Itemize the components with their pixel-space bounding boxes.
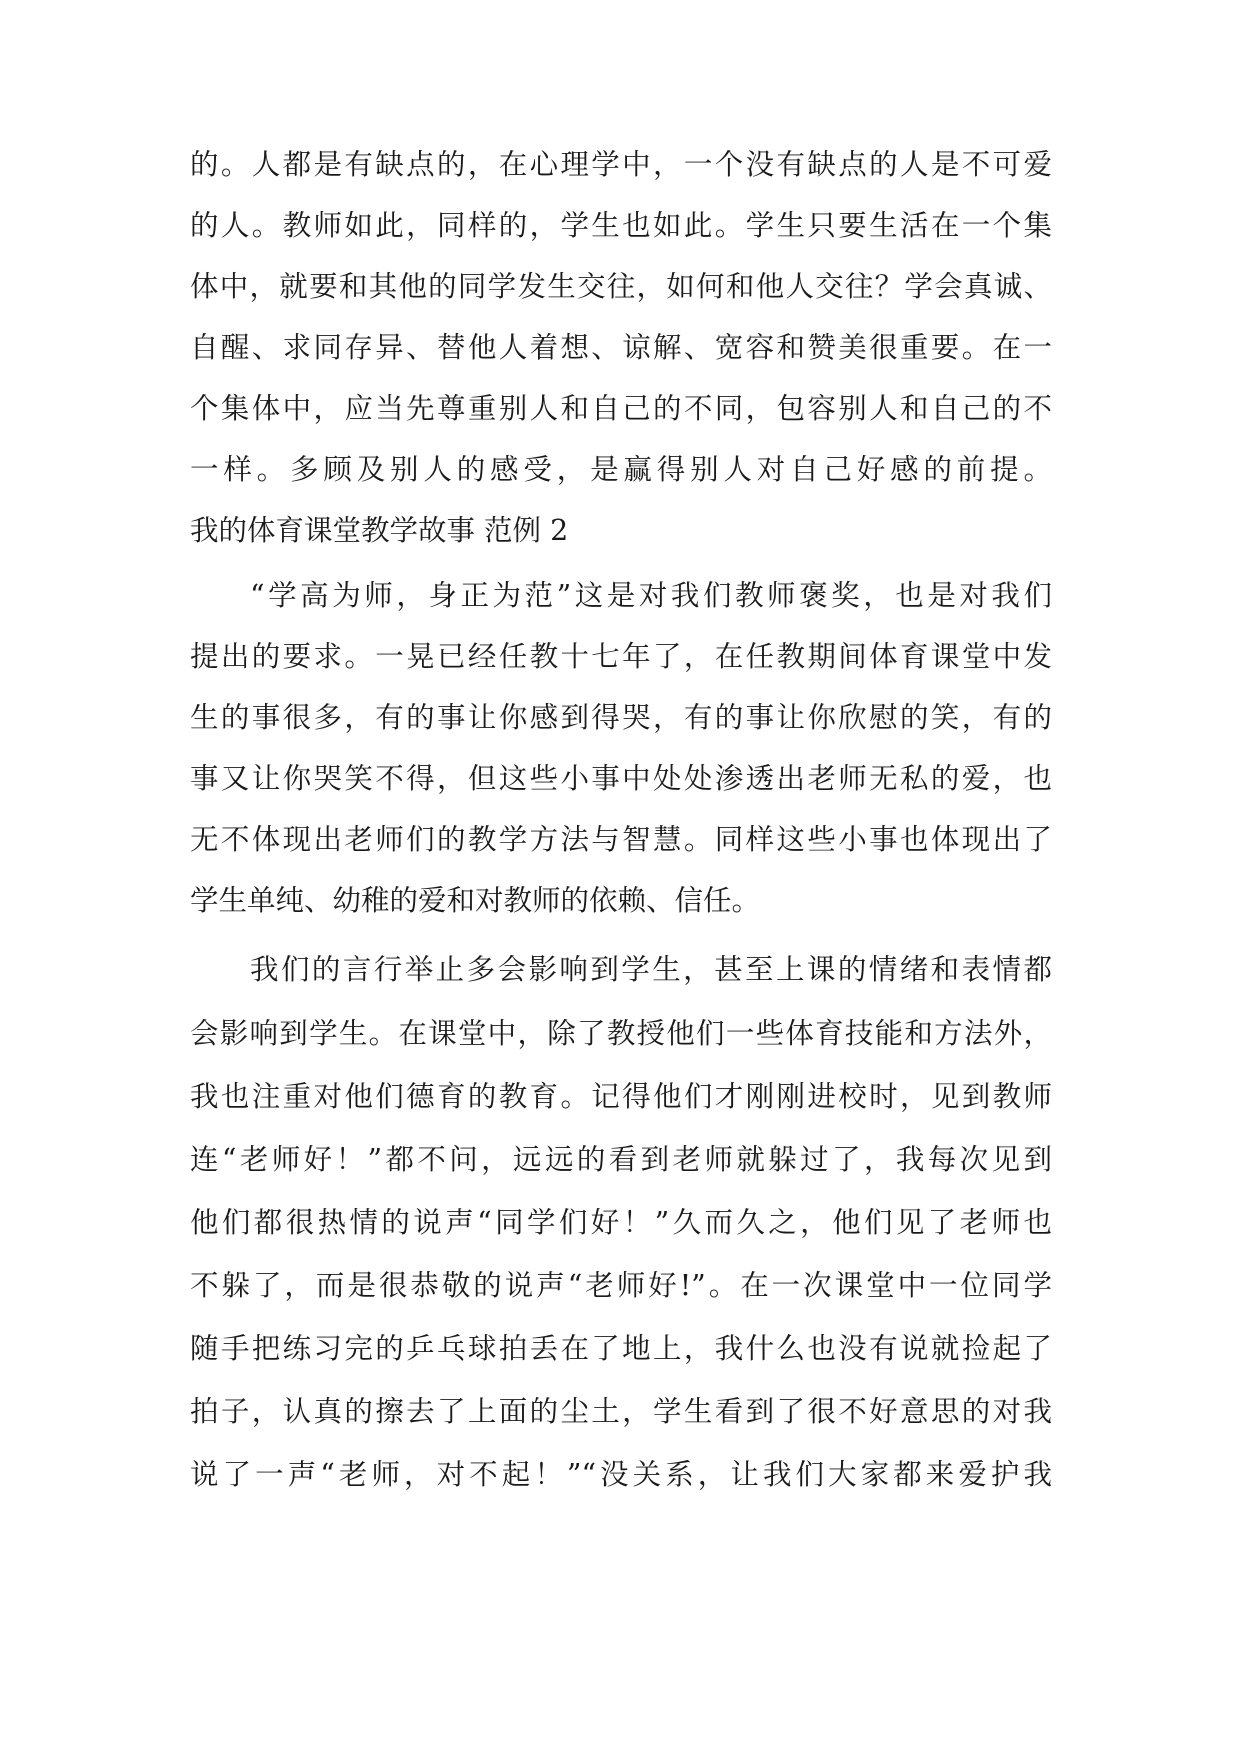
paragraph1-line: 体中，就要和其他的同学发生交往，如何和他人交往？学会真诚、 — [190, 270, 1052, 303]
paragraph2-line: 学生单纯、幼稚的爱和对教师的依赖、信任。 — [190, 884, 761, 917]
paragraph3-line: 拍子，认真的擦去了上面的尘土，学生看到了很不好意思的对我 — [190, 1395, 1052, 1428]
paragraph2-line: “学高为师，身正为范”这是对我们教师褒奖，也是对我们 — [250, 579, 1052, 612]
paragraph3-line: 我们的言行举止多会影响到学生，甚至上课的情绪和表情都 — [250, 953, 1052, 986]
paragraph3-line: 不躲了，而是很恭敬的说声“老师好!”。在一次课堂中一位同学 — [190, 1269, 1052, 1302]
document-page — [190, 0, 1052, 1754]
paragraph3-line: 随手把练习完的乒乓球拍丢在了地上，我什么也没有说就捡起了 — [190, 1332, 1052, 1365]
paragraph3-line: 说了一声“老师，对不起！”“没关系，让我们大家都来爱护我 — [190, 1458, 1052, 1491]
paragraph3-line: 他们都很热情的说声“同学们好！”久而久之，他们见了老师也 — [190, 1206, 1052, 1239]
paragraph1-line: 自醒、求同存异、替他人着想、谅解、宽容和赞美很重要。在一 — [190, 331, 1052, 364]
paragraph1-line: 个集体中，应当先尊重别人和自己的不同，包容别人和自己的不 — [190, 392, 1052, 425]
paragraph3-line: 连“老师好！”都不问，远远的看到老师就躲过了，我每次见到 — [190, 1143, 1052, 1176]
paragraph2-line: 生的事很多，有的事让你感到得哭，有的事让你欣慰的笑，有的 — [190, 701, 1052, 734]
paragraph1-line: 的人。教师如此，同样的，学生也如此。学生只要生活在一个集 — [190, 209, 1052, 242]
paragraph3-line: 我也注重对他们德育的教育。记得他们才刚刚进校时，见到教师 — [190, 1080, 1052, 1113]
paragraph2-line: 提出的要求。一晃已经任教十七年了，在任教期间体育课堂中发 — [190, 640, 1052, 673]
paragraph2-line: 事又让你哭笑不得，但这些小事中处处渗透出老师无私的爱，也 — [190, 762, 1052, 795]
section-heading: 我的体育课堂教学故事 范例 2 — [190, 514, 569, 547]
paragraph1-line: 的。人都是有缺点的，在心理学中，一个没有缺点的人是不可爱 — [190, 148, 1052, 181]
paragraph3-line: 会影响到学生。在课堂中，除了教授他们一些体育技能和方法外， — [190, 1017, 1052, 1050]
paragraph2-line: 无不体现出老师们的教学方法与智慧。同样这些小事也体现出了 — [190, 823, 1052, 856]
paragraph1-line: 一样。多顾及别人的感受，是赢得别人对自己好感的前提。 — [190, 453, 1052, 486]
